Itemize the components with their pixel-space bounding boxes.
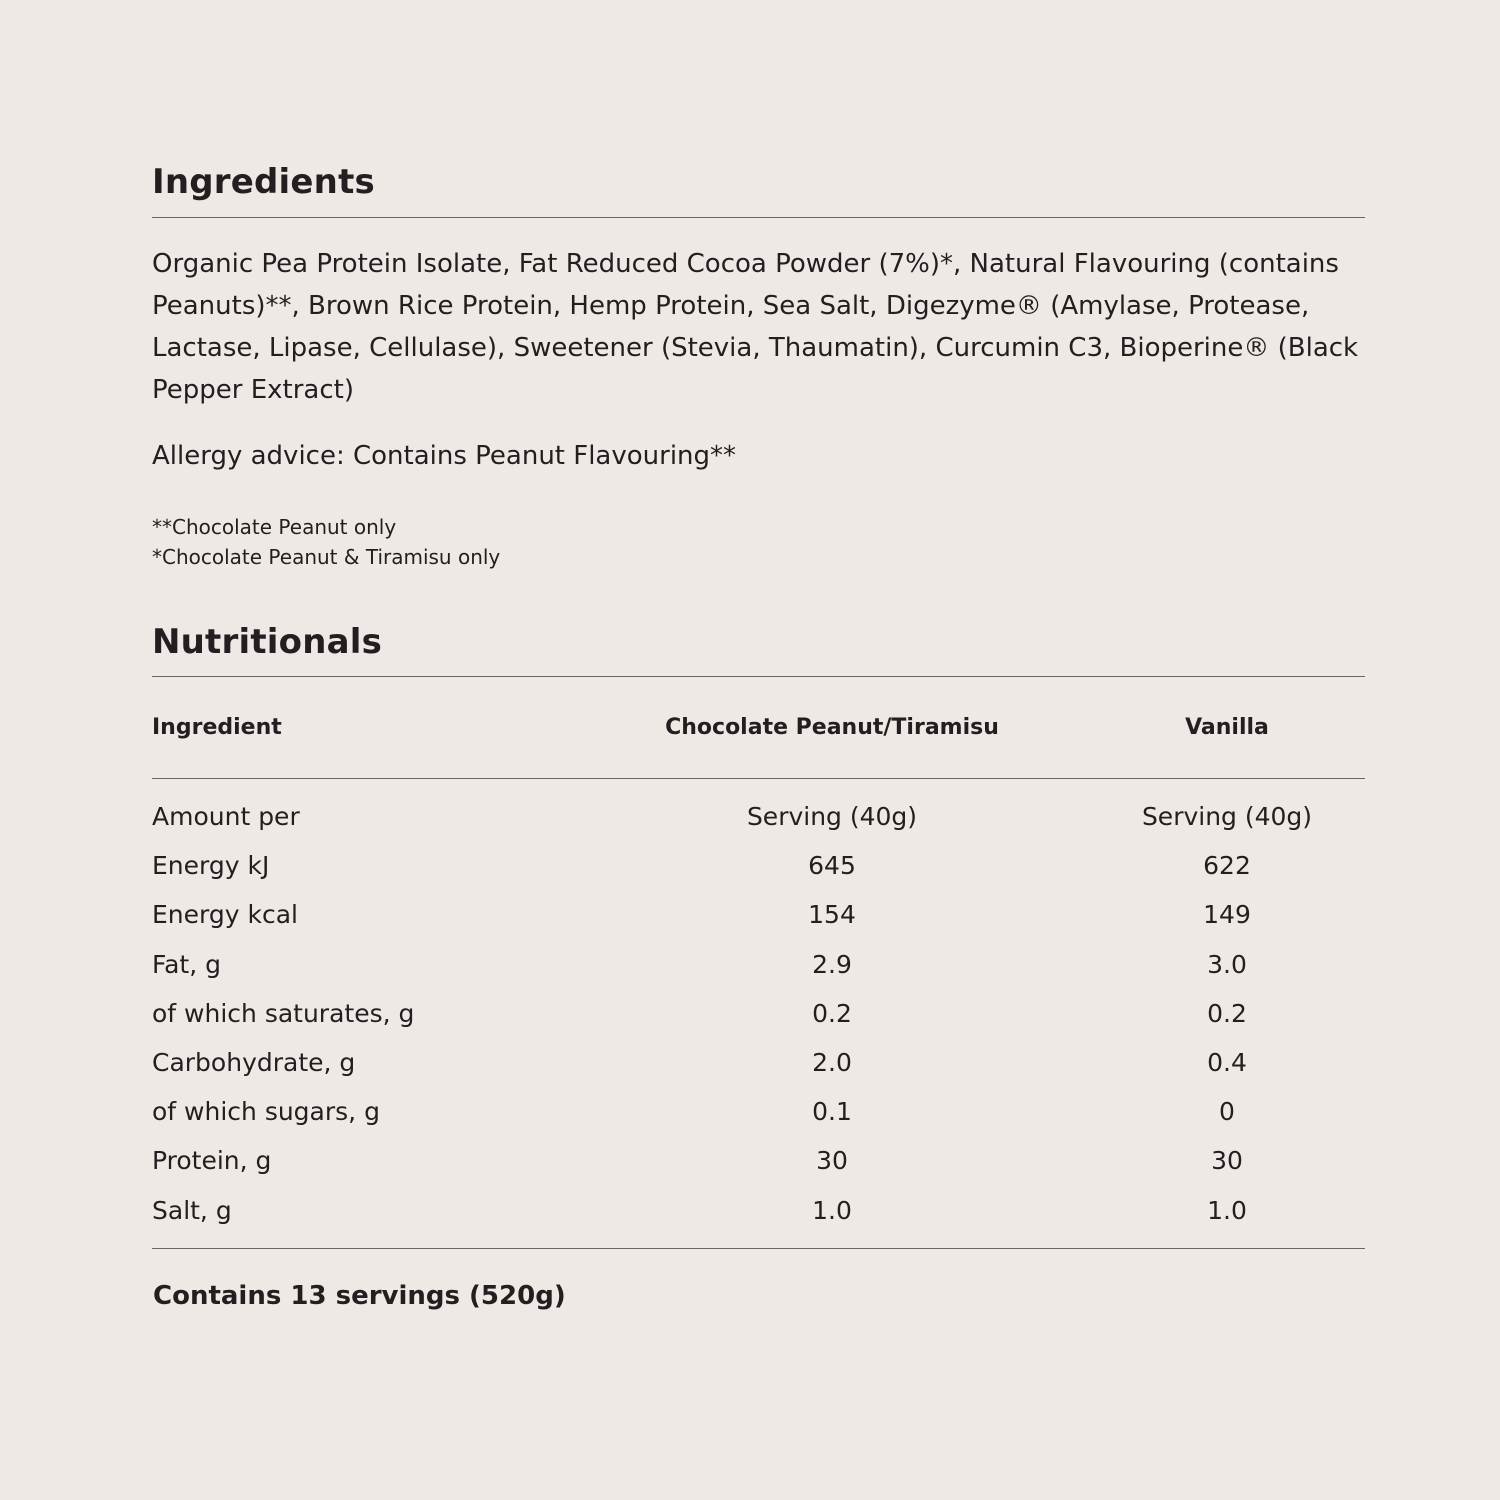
ingredients-text: Organic Pea Protein Isolate, Fat Reduced Cocoa Powder (7%)*, Natural Flavouring (contains Peanuts)**, Brown Rice Protein, Hemp Protein, Sea Salt, Digezyme® (Amylase, Protease, Lactase, Lipase, Cellulase), Sweetener (Stevia, Thaumatin), Curcumin C3, Bioperine® (Black Pepper Extract) — [152, 249, 1359, 405]
chocolate-peanut-value: 0.1 — [812, 1097, 852, 1127]
nutrition-table-body — [152, 792, 1365, 1235]
header-vanilla: Vanilla — [1185, 715, 1269, 740]
chocolate-peanut-value: 0.2 — [812, 998, 852, 1028]
table-row — [152, 1186, 1365, 1235]
chocolate-peanut-value: 154 — [808, 900, 856, 930]
nutrient-label: Carbohydrate, g — [152, 1047, 356, 1077]
table-row — [152, 841, 1365, 890]
vanilla-value: 3.0 — [1207, 949, 1247, 979]
chocolate-peanut-value: 645 — [808, 851, 856, 881]
vanilla-value: 1.0 — [1207, 1195, 1247, 1225]
nutrient-label: Energy kJ — [152, 851, 270, 881]
nutrient-label: Salt, g — [152, 1195, 232, 1225]
nutritionals-divider — [152, 676, 1365, 677]
header-chocolate-peanut-tiramisu: Chocolate Peanut/Tiramisu — [665, 715, 999, 740]
ingredients-divider — [152, 217, 1365, 218]
nutrient-label: Protein, g — [152, 1146, 272, 1176]
table-row — [152, 989, 1365, 1038]
vanilla-value: 622 — [1203, 851, 1251, 881]
chocolate-peanut-value: 30 — [816, 1146, 848, 1176]
table-row — [152, 1136, 1365, 1185]
footnotes — [152, 512, 500, 572]
ingredients-title: Ingredients — [152, 162, 375, 202]
table-bottom-divider — [152, 1248, 1365, 1249]
vanilla-value: 149 — [1203, 900, 1251, 930]
footnote: *Chocolate Peanut & Tiramisu only — [152, 545, 501, 569]
vanilla-value: 0.4 — [1207, 1047, 1247, 1077]
vanilla-value: Serving (40g) — [1141, 802, 1313, 831]
table-row — [152, 940, 1365, 989]
nutrient-label: of which saturates, g — [152, 998, 415, 1028]
table-header — [152, 708, 1365, 748]
table-row — [152, 1038, 1365, 1087]
nutrient-label: Amount per — [152, 802, 300, 831]
nutrient-label: Energy kcal — [152, 900, 298, 930]
footnote: **Chocolate Peanut only — [152, 515, 397, 539]
table-row — [152, 890, 1365, 939]
chocolate-peanut-value: 2.9 — [812, 949, 852, 979]
chocolate-peanut-value: 2.0 — [812, 1047, 852, 1077]
vanilla-value: 30 — [1211, 1146, 1243, 1176]
table-row — [152, 792, 1365, 841]
nutrient-label: of which sugars, g — [152, 1097, 380, 1127]
nutritionals-title: Nutritionals — [152, 622, 383, 662]
chocolate-peanut-value: Serving (40g) — [746, 802, 918, 831]
servings-summary: Contains 13 servings (520g) — [153, 1281, 566, 1311]
table-header-divider — [152, 778, 1365, 779]
allergy-advice: Allergy advice: Contains Peanut Flavouring** — [152, 441, 737, 471]
table-row — [152, 1087, 1365, 1136]
chocolate-peanut-value: 1.0 — [812, 1195, 852, 1225]
vanilla-value: 0 — [1219, 1097, 1235, 1127]
vanilla-value: 0.2 — [1207, 998, 1247, 1028]
header-ingredient: Ingredient — [152, 715, 282, 740]
nutrient-label: Fat, g — [152, 949, 221, 979]
